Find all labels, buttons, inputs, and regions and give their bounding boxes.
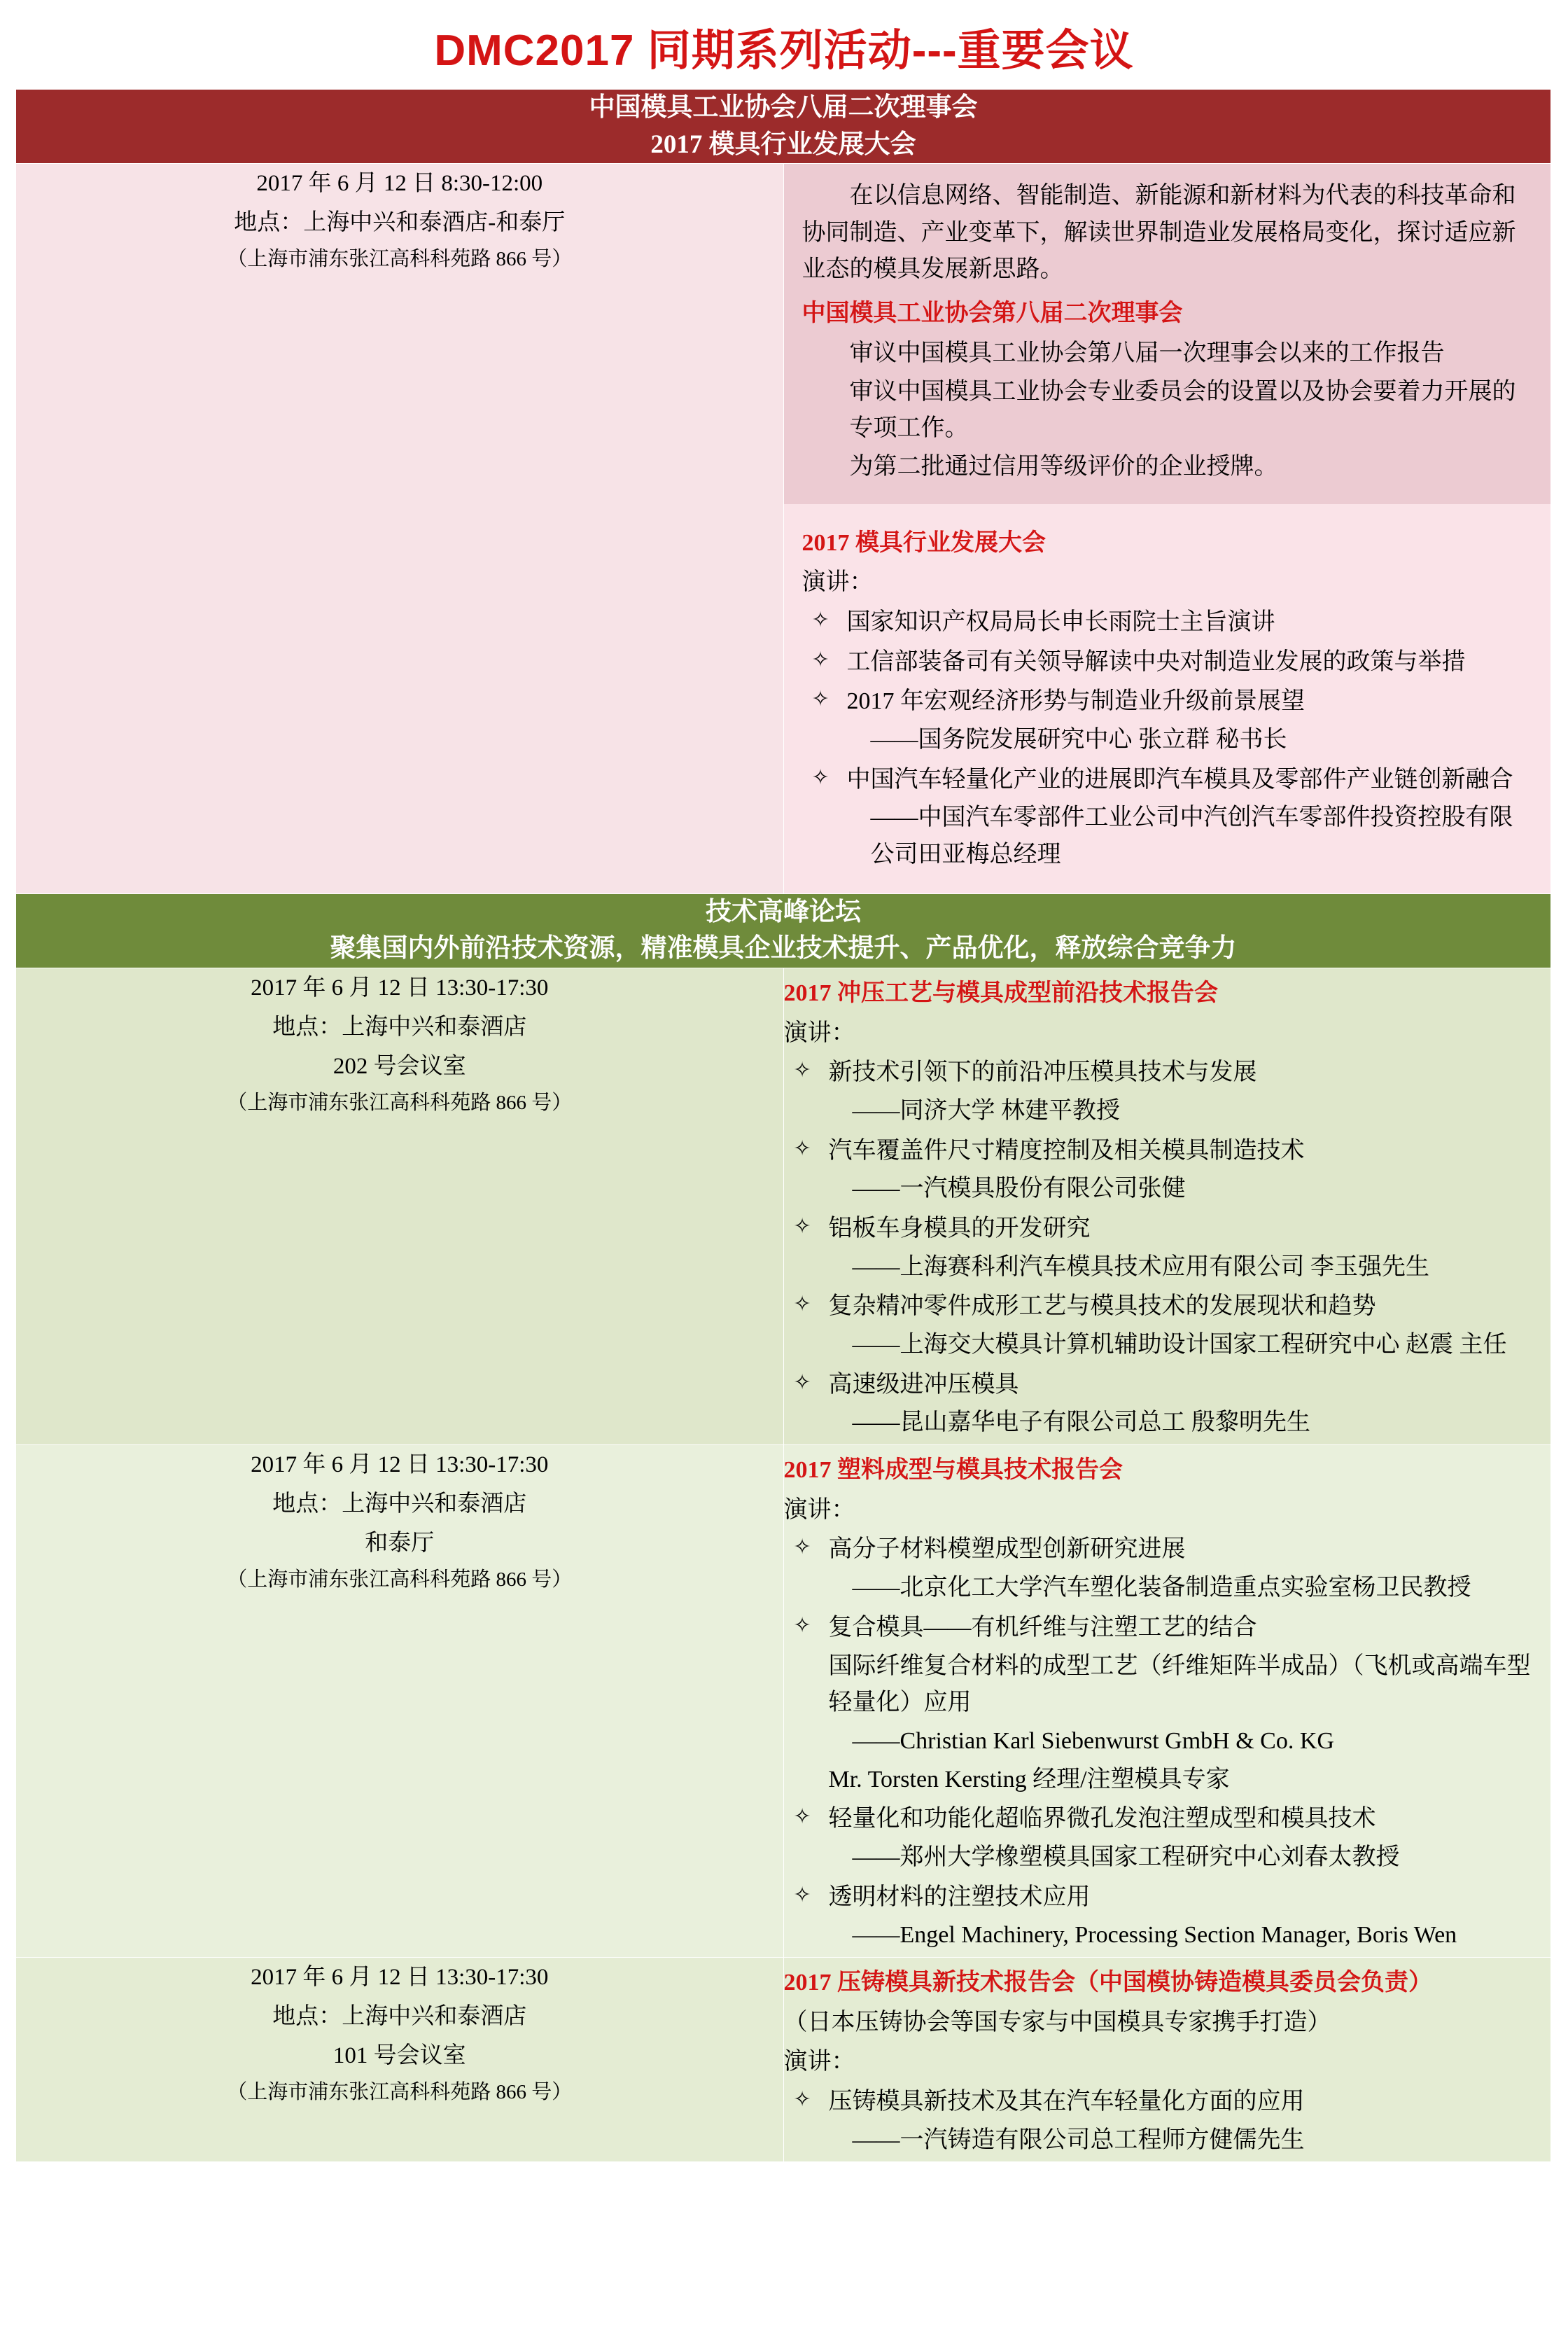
list-item bbox=[784, 1367, 1551, 1442]
table-row bbox=[16, 1445, 1551, 1958]
room-line: 和泰厅 bbox=[365, 1531, 435, 1556]
section-banner-row bbox=[16, 90, 1551, 164]
table-row bbox=[16, 968, 1551, 1444]
speaker-label: 演讲： bbox=[802, 569, 874, 596]
topic-speaker: ——北京化工大学汽车塑化装备制造重点实验室杨卫民教授 bbox=[852, 1575, 1471, 1601]
table-row bbox=[16, 164, 1551, 894]
topic-speaker: ——郑州大学橡塑模具国家工程研究中心刘春太教授 bbox=[852, 1844, 1400, 1870]
stamping-forum-block bbox=[783, 968, 1551, 1444]
session-time-location bbox=[16, 1958, 784, 2162]
list-item bbox=[802, 604, 1533, 641]
speaker-label: 演讲： bbox=[783, 2049, 855, 2075]
location-line: 地点：上海中兴和泰酒店-和泰厅 bbox=[234, 210, 566, 236]
time-line: 2017 年 6 月 12 日 13:30-17:30 bbox=[251, 1965, 549, 1990]
address-line: （上海市浦东张江高科科苑路 866 号） bbox=[227, 1092, 573, 1115]
topic-speaker-detail: Mr. Torsten Kersting 经理/注塑模具专家 bbox=[828, 1766, 1230, 1792]
block-subheading: 中国模具工业协会第八届二次理事会 bbox=[802, 300, 1183, 327]
topic-text: 新技术引领下的前沿冲压模具技术与发展 bbox=[828, 1059, 1257, 1086]
section-banner-row bbox=[16, 893, 1551, 968]
topic-text: 高速级进冲压模具 bbox=[828, 1371, 1019, 1398]
section-banner bbox=[16, 893, 1551, 968]
agenda-line: 审议中国模具工业协会第八届一次理事会以来的工作报告 bbox=[849, 340, 1445, 366]
topic-list bbox=[784, 1054, 1551, 1442]
time-line: 2017 年 6 月 12 日 8:30-12:00 bbox=[256, 171, 543, 197]
council-meeting-block bbox=[784, 164, 1551, 504]
time-line: 2017 年 6 月 12 日 13:30-17:30 bbox=[251, 1452, 549, 1478]
topic-text: 国家知识产权局局长申长雨院士主旨演讲 bbox=[846, 608, 1275, 635]
list-item bbox=[784, 1879, 1551, 1954]
topic-extra: 国际纤维复合材料的成型工艺（纤维矩阵半成品）（飞机或高端车型轻量化）应用 bbox=[828, 1652, 1531, 1716]
list-item bbox=[784, 1211, 1551, 1286]
topic-list bbox=[784, 1531, 1551, 1954]
topic-speaker: ——Christian Karl Siebenwurst GmbH & Co. KG bbox=[852, 1727, 1334, 1754]
topic-text: 中国汽车轻量化产业的进展即汽车模具及零部件产业链创新融合 bbox=[846, 766, 1513, 793]
topic-text: 高分子材料模塑成型创新研究进展 bbox=[828, 1536, 1186, 1563]
topic-speaker: ——同济大学 林建平教授 bbox=[852, 1097, 1120, 1124]
topic-speaker: ——一汽模具股份有限公司张健 bbox=[852, 1176, 1186, 1202]
time-line: 2017 年 6 月 12 日 13:30-17:30 bbox=[251, 975, 549, 1001]
banner-line: 中国模具工业协会八届二次理事会 bbox=[589, 93, 978, 122]
banner-line: 聚集国内外前沿技术资源，精准模具企业技术提升、产品优化，释放综合竞争力 bbox=[330, 934, 1237, 963]
topic-text: 工信部装备司有关领导解读中央对制造业发展的政策与举措 bbox=[846, 648, 1466, 675]
industry-conference-block bbox=[784, 504, 1551, 893]
table-row bbox=[16, 1958, 1551, 2162]
topic-text: 轻量化和功能化超临界微孔发泡注塑成型和模具技术 bbox=[828, 1806, 1376, 1832]
session-time-location bbox=[16, 164, 784, 894]
block-subheading: 2017 冲压工艺与模具成型前沿技术报告会 bbox=[783, 980, 1218, 1006]
topic-text: 铝板车身模具的开发研究 bbox=[828, 1215, 1091, 1241]
room-line: 101 号会议室 bbox=[332, 2043, 466, 2069]
list-item bbox=[784, 1133, 1551, 1208]
topic-list bbox=[802, 604, 1533, 874]
topic-text: 透明材料的注塑技术应用 bbox=[828, 1883, 1091, 1910]
plastics-forum-block bbox=[783, 1445, 1551, 1958]
intro-paragraph: 在以信息网络、智能制造、新能源和新材料为代表的科技革命和协同制造、产业变革下，解读世界制造业发展格局变化，探讨适应新业态的模具发展新思路。 bbox=[802, 183, 1516, 283]
session-content-cell bbox=[783, 164, 1551, 894]
topic-text: 压铸模具新技术及其在汽车轻量化方面的应用 bbox=[828, 2089, 1305, 2115]
speaker-label: 演讲： bbox=[783, 1496, 855, 1523]
list-item bbox=[784, 1610, 1551, 1798]
list-item bbox=[802, 762, 1533, 874]
block-note: （日本压铸协会等国专家与中国模具专家携手打造） bbox=[783, 2009, 1331, 2035]
topic-speaker: ——上海交大模具计算机辅助设计国家工程研究中心 赵震 主任 bbox=[852, 1332, 1507, 1358]
address-line: （上海市浦东张江高科科苑路 866 号） bbox=[227, 2081, 573, 2104]
agenda-line: 为第二批通过信用等级评价的企业授牌。 bbox=[849, 453, 1278, 480]
schedule-table bbox=[15, 89, 1551, 2162]
list-item bbox=[784, 1054, 1551, 1129]
agenda-line: 审议中国模具工业协会专业委员会的设置以及协会要着力开展的专项工作。 bbox=[849, 378, 1516, 442]
topic-text: 复杂精冲零件成形工艺与模具技术的发展现状和趋势 bbox=[828, 1293, 1376, 1320]
list-item bbox=[802, 644, 1533, 681]
address-line: （上海市浦东张江高科科苑路 866 号） bbox=[227, 248, 573, 271]
topic-speaker: ——Engel Machinery, Processing Section Manager, Boris Wen bbox=[852, 1922, 1457, 1949]
room-line: 202 号会议室 bbox=[332, 1054, 466, 1079]
topic-speaker: ——中国汽车零部件工业公司中汽创汽车零部件投资控股有限公司田亚梅总经理 bbox=[870, 805, 1513, 868]
list-item bbox=[784, 1288, 1551, 1363]
topic-speaker: ——一汽铸造有限公司总工程师方健儒先生 bbox=[852, 2126, 1305, 2153]
session-time-location bbox=[16, 1445, 784, 1958]
topic-text: 汽车覆盖件尺寸精度控制及相关模具制造技术 bbox=[828, 1137, 1305, 1164]
address-line: （上海市浦东张江高科科苑路 866 号） bbox=[227, 1568, 573, 1592]
topic-speaker: ——国务院发展研究中心 张立群 秘书长 bbox=[870, 727, 1287, 753]
session-time-location bbox=[16, 968, 784, 1444]
speaker-label: 演讲： bbox=[783, 1019, 855, 1046]
location-line: 地点：上海中兴和泰酒店 bbox=[272, 2004, 527, 2030]
topic-speaker: ——上海赛科利汽车模具技术应用有限公司 李玉强先生 bbox=[852, 1253, 1429, 1280]
page-title: DMC2017 同期系列活动---重要会议 bbox=[434, 27, 1134, 75]
banner-line: 2017 模具行业发展大会 bbox=[650, 130, 916, 159]
diecasting-forum-block bbox=[783, 1958, 1551, 2162]
block-subheading: 2017 塑料成型与模具技术报告会 bbox=[783, 1457, 1123, 1484]
location-line: 地点：上海中兴和泰酒店 bbox=[272, 1491, 527, 1517]
list-item bbox=[784, 1801, 1551, 1876]
banner-line: 技术高峰论坛 bbox=[706, 897, 861, 926]
location-line: 地点：上海中兴和泰酒店 bbox=[272, 1014, 527, 1040]
topic-speaker: ——昆山嘉华电子有限公司总工 殷黎明先生 bbox=[852, 1409, 1310, 1436]
block-subheading: 2017 压铸模具新技术报告会（中国模协铸造模具委员会负责） bbox=[783, 1970, 1432, 1996]
block-subheading: 2017 模具行业发展大会 bbox=[802, 529, 1046, 556]
list-item bbox=[784, 1531, 1551, 1606]
topic-text: 2017 年宏观经济形势与制造业升级前景展望 bbox=[846, 688, 1305, 715]
topic-list bbox=[784, 2084, 1551, 2159]
topic-text: 复合模具——有机纤维与注塑工艺的结合 bbox=[828, 1614, 1257, 1641]
list-item bbox=[784, 2084, 1551, 2159]
list-item bbox=[802, 683, 1533, 758]
section-banner bbox=[16, 90, 1551, 164]
